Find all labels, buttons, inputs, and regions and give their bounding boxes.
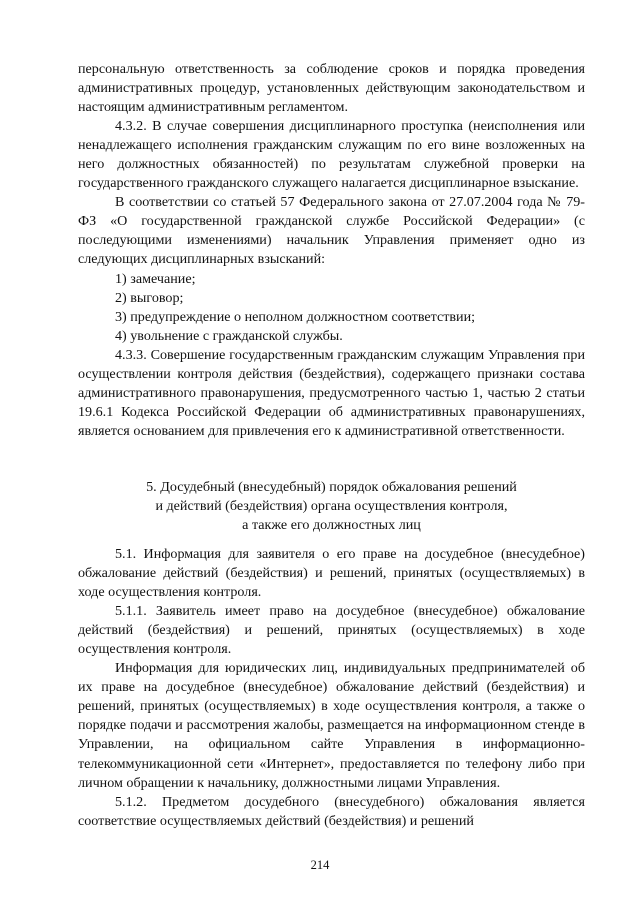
paragraph-5-1-1: 5.1.1. Заявитель имеет право на досудебное (внесудебное) обжалование действий (бездействия) и решений, принятых (осуществляемых) в ходе осуществления контроля. xyxy=(78,603,585,658)
page-number: 214 xyxy=(310,858,330,872)
section-heading-line-3: а также его должностных лиц xyxy=(242,517,421,534)
paragraph-continuation: персональную ответственность за соблюдение сроков и порядка проведения административных процедур, установленных действующим законодательством и настоящим административным регламентом. xyxy=(78,61,585,116)
list-item-dismissal: 4) увольнение с гражданской службы. xyxy=(115,327,343,344)
paragraph-4-3-3: 4.3.3. Совершение государственным гражданским служащим Управления при осуществлении контроля действия (бездействия), содержащего признаки состава административного правонарушения, предусмотренного частью 1, частью 2 статьи 19.6.1 Кодекса Российской Федерации об административных правонарушениях, является основанием для привлечения его к административной ответственности. xyxy=(78,346,585,439)
section-5-heading xyxy=(78,478,585,535)
list-item-warning: 3) предупреждение о неполном должностном соответствии; xyxy=(115,308,476,325)
paragraph-5-1: 5.1. Информация для заявителя о его праве на досудебное (внесудебное) обжалование действий (бездействия) и решений, принятых (осуществляемых) в ходе осуществления контроля. xyxy=(78,546,585,601)
section-5-body xyxy=(78,545,585,831)
document-body-top xyxy=(78,60,585,441)
list-item-rebuke: 2) выговор; xyxy=(115,289,184,306)
paragraph-5-1-2: 5.1.2. Предметом досудебного (внесудебного) обжалования является соответствие осуществляемых действий (бездействия) и решений xyxy=(78,793,585,829)
section-heading-line-2: и действий (бездействия) органа осуществления контроля, xyxy=(155,498,508,515)
paragraph-information: Информация для юридических лиц, индивидуальных предпринимателей об их праве на досудебное (внесудебное) обжалование действий (бездействия) и решений, принятых (осуществляемых) в ходе осуществления контроля, а также о порядке подачи и рассмотрения жалобы, размещается на информационном стенде в Управлении, на официальном сайте Управления в информационно-телекоммуникационной сети «Интернет», предоставляется по телефону либо при личном обращении к начальнику, должностными лицами Управления. xyxy=(78,660,585,791)
list-item-reprimand: 1) замечание; xyxy=(115,270,196,287)
paragraph-article-57: В соответствии со статьей 57 Федерального закона от 27.07.2004 года № 79-ФЗ «О государственной гражданской службе Российской Федерации» (с последующими изменениями) начальник Управления применяет одно из следующих дисциплинарных взысканий: xyxy=(78,194,585,268)
paragraph-4-3-2: 4.3.2. В случае совершения дисциплинарного проступка (неисполнения или ненадлежащего исполнения гражданским служащим по его вине возложенных на него должностных обязанностей) по результатам служебной проверки на государственного гражданского служащего налагается дисциплинарное взыскание. xyxy=(78,118,585,192)
section-heading-line-1: 5. Досудебный (внесудебный) порядок обжалования решений xyxy=(146,479,517,495)
